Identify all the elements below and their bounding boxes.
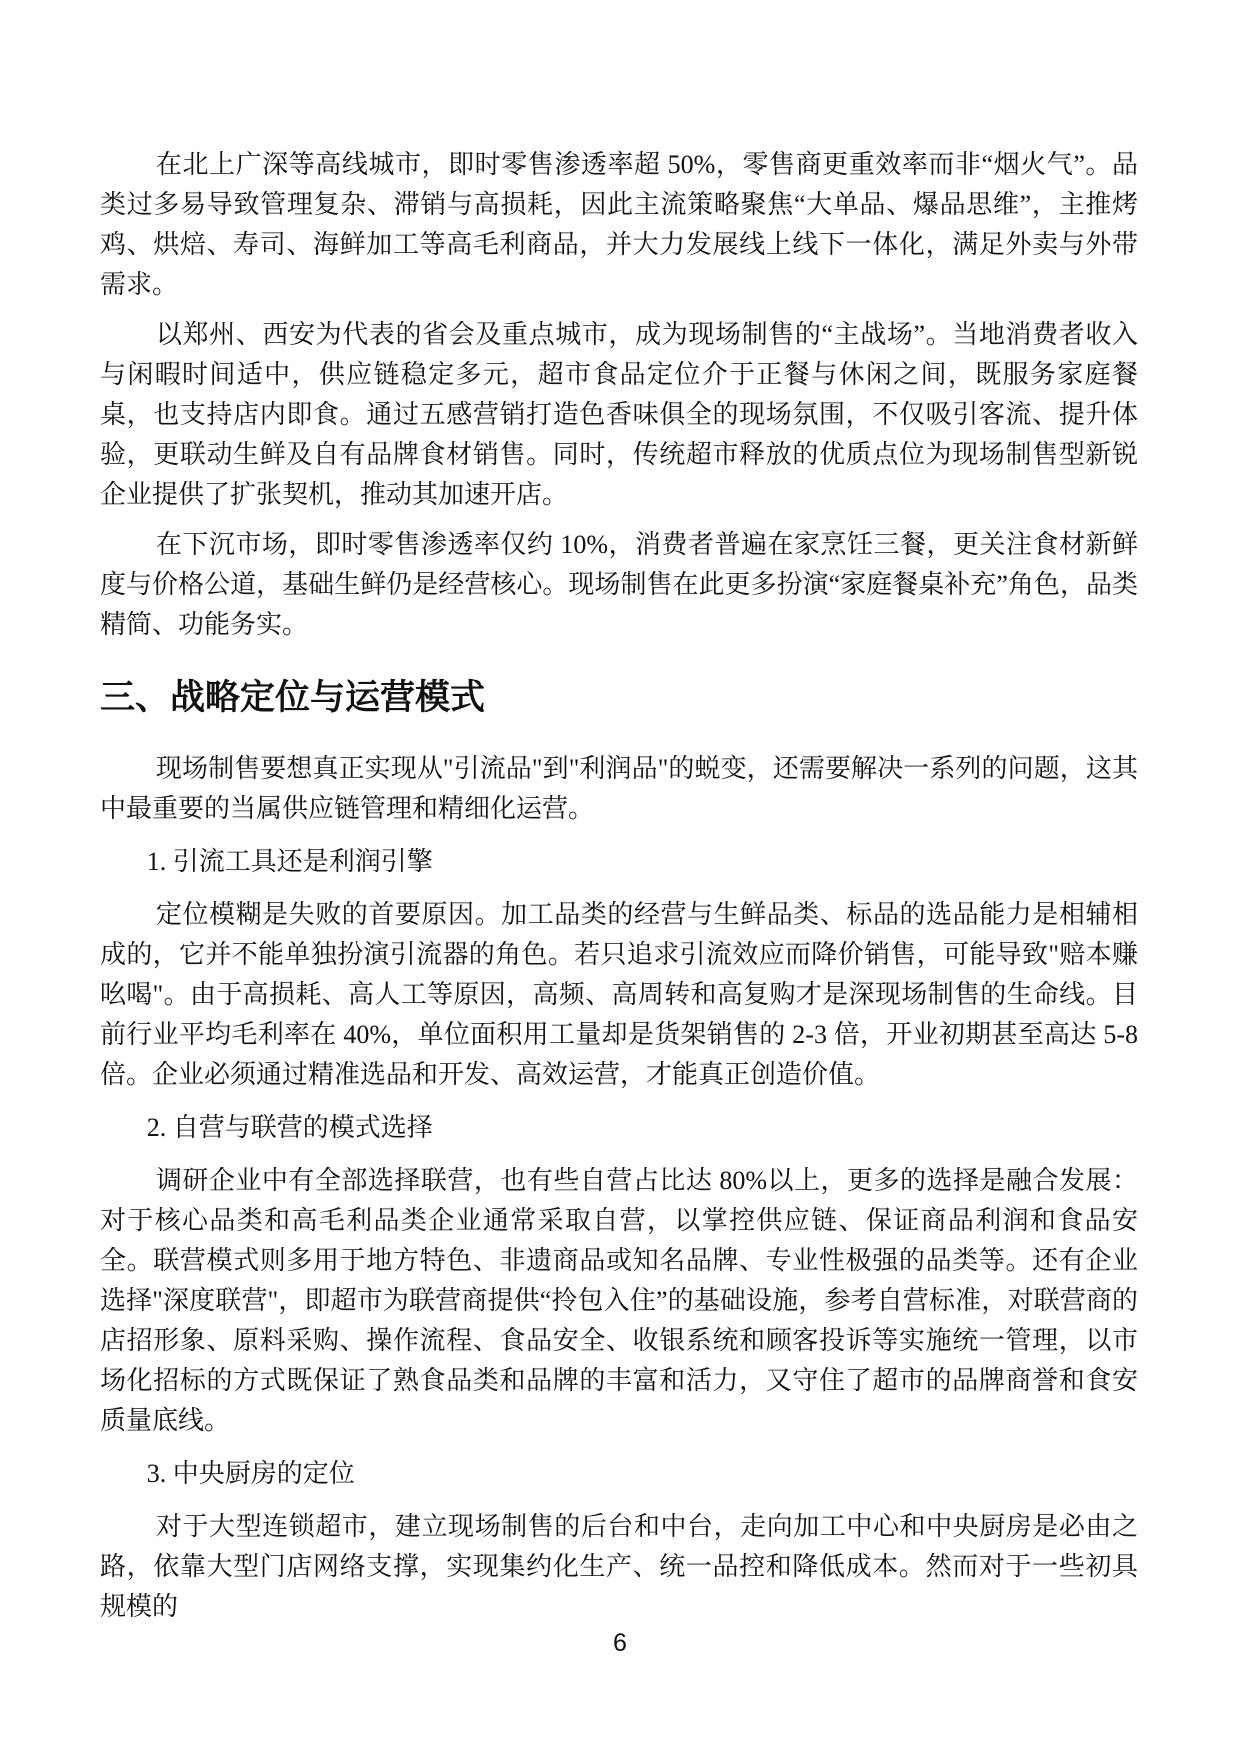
body-paragraph: 现场制售要想真正实现从"引流品"到"利润品"的蜕变，还需要解决一系列的问题，这其中最重要的当属供应链管理和精细化运营。 [100,754,1138,823]
body-paragraph: 定位模糊是失败的首要原因。加工品类的经营与生鲜品类、标品的选品能力是相辅相成的，它并不能单独扮演引流器的角色。若只追求引流效应而降价销售，可能导致"赔本赚吆喝"。由于高损耗、高人工等原因，高频、高周转和高复购才是深现场制售的生命线。目前行业平均毛利率在 40%，单位面积用工量却是货架销售的 2-3 倍，开业初期甚至高达 5-8 倍。企业必须通过精准选品和开发、高效运营，才能真正创造价值。 [100,900,1138,1089]
body-paragraph: 以郑州、西安为代表的省会及重点城市，成为现场制售的“主战场”。当地消费者收入与闲暇时间适中，供应链稳定多元，超市食品定位介于正餐与休闲之间，既服务家庭餐桌，也支持店内即食。通过五感营销打造色香味俱全的现场氛围，不仅吸引客流、提升体验，更联动生鲜及自有品牌食材销售。同时，传统超市释放的优质点位为现场制售型新锐企业提供了扩张契机，推动其加速开店。 [100,320,1138,509]
numbered-subheading: 2. 自营与联营的模式选择 [146,1113,433,1142]
body-paragraph: 在下沉市场，即时零售渗透率仅约 10%，消费者普遍在家烹饪三餐，更关注食材新鲜度与价格公道，基础生鲜仍是经营核心。现场制售在此更多扮演“家庭餐桌补充”角色，品类精简、功能务实。 [100,530,1138,639]
section-heading: 三、战略定位与运营模式 [100,678,486,717]
body-paragraph: 对于大型连锁超市，建立现场制售的后台和中台，走向加工中心和中央厨房是必由之路，依靠大型门店网络支撑，实现集约化生产、统一品控和降低成本。然而对于一些初具规模的 [100,1512,1138,1621]
numbered-subheading: 3. 中央厨房的定位 [146,1459,355,1488]
numbered-subheading: 1. 引流工具还是利润引擎 [146,847,433,876]
body-paragraph: 调研企业中有全部选择联营，也有些自营占比达 80%以上，更多的选择是融合发展：对于核心品类和高毛利品类企业通常采取自营，以掌控供应链、保证商品利润和食品安全。联营模式则多用于地方特色、非遗商品或知名品牌、专业性极强的品类等。还有企业选择"深度联营"，即超市为联营商提供“拎包入住”的基础设施，参考自营标准，对联营商的店招形象、原料采购、操作流程、食品安全、收银系统和顾客投诉等实施统一管理，以市场化招标的方式既保证了熟食品类和品牌的丰富和活力，又守住了超市的品牌商誉和食安质量底线。 [100,1166,1138,1435]
page-footer [0,1628,1240,1658]
page-number: 6 [613,1629,627,1657]
body-paragraph: 在北上广深等高线城市，即时零售渗透率超 50%，零售商更重效率而非“烟火气”。品类过多易导致管理复杂、滞销与高损耗，因此主流策略聚焦“大单品、爆品思维”，主推烤鸡、烘焙、寿司、海鲜加工等高毛利商品，并大力发展线上线下一体化，满足外卖与外带需求。 [100,150,1138,299]
